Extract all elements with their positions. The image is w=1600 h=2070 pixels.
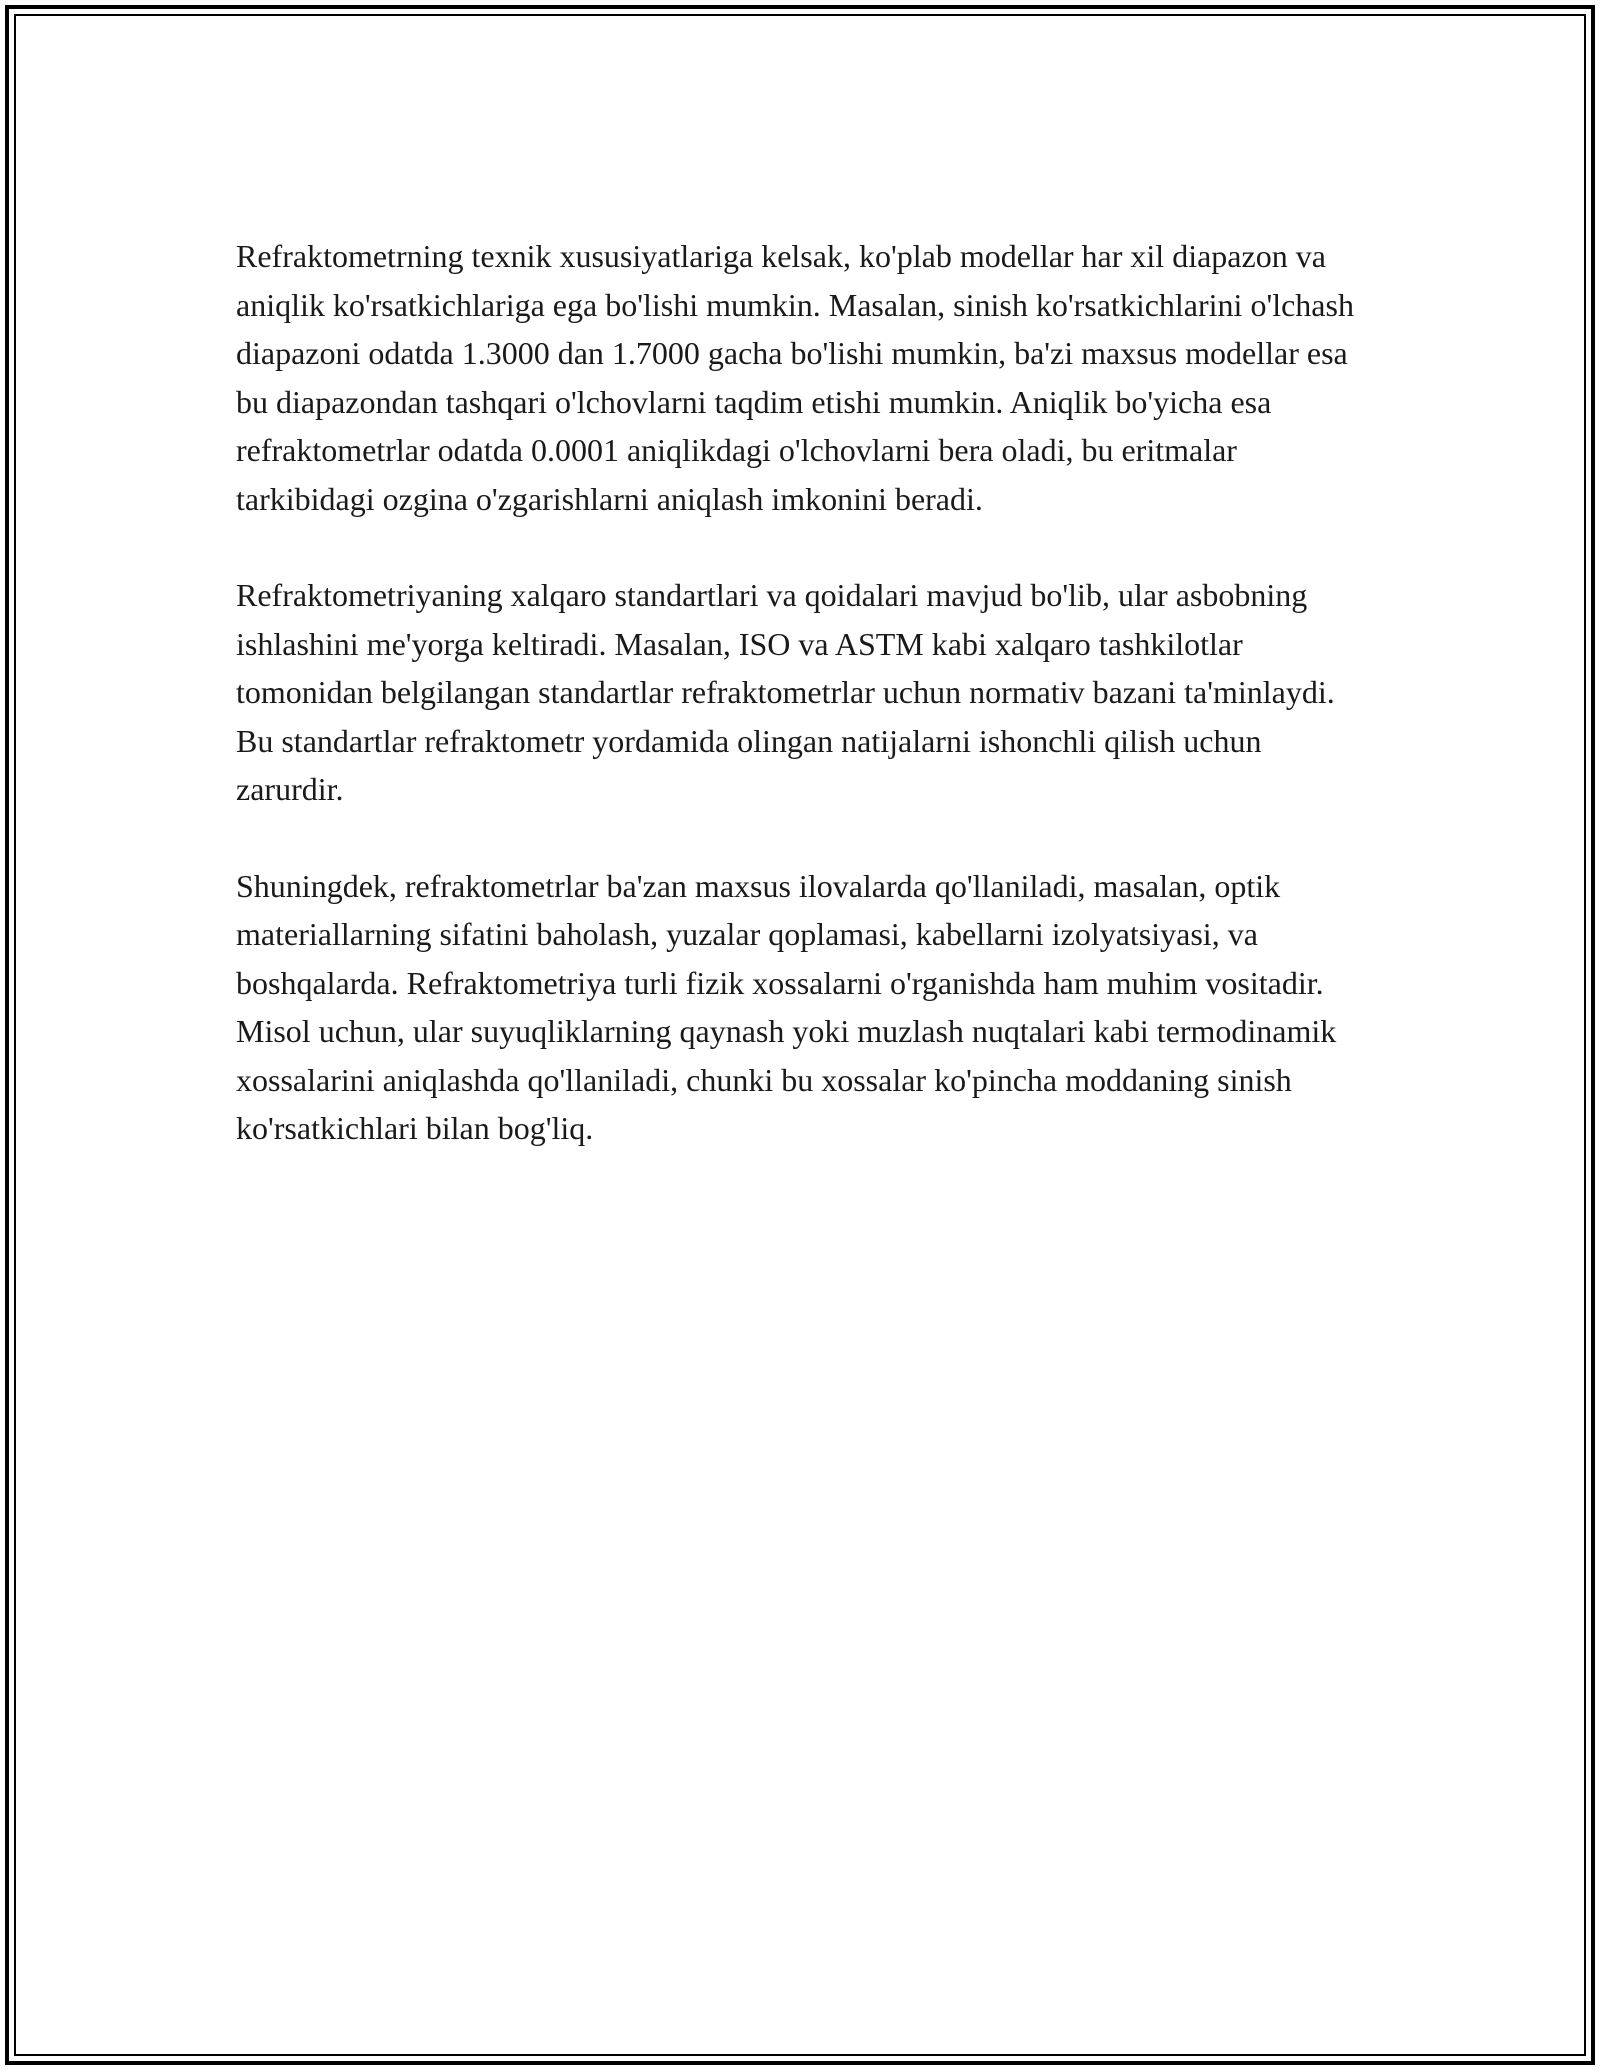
paragraph-special-applications: Shuningdek, refraktometrlar ba'zan maxsus ilovalarda qo'llaniladi, masalan, optik materiallarning sifatini baholash, yuzalar qoplamasi, kabellarni izolyatsiyasi, va boshqalarda. Refraktometriya turli fizik xossalarni o'rganishda ham muhim vositadir. Misol uchun, ular suyuqliklarning qaynash yoki muzlash nuqtalari kabi termodinamik xossalarini aniqlashda qo'llaniladi, chunki bu xossalar ko'pincha moddaning sinish ko'rsatkichlari bilan bog'liq.: [236, 867, 1337, 1146]
paragraph-technical-specs: Refraktometrning texnik xususiyatlariga kelsak, ko'plab modellar har xil diapazon va aniqlik ko'rsatkichlariga ega bo'lishi mumkin. Masalan, sinish ko'rsatkichlarini o'lchash diapazoni odatda 1.3000 dan 1.7000 gacha bo'lishi mumkin, ba'zi maxsus modellar esa bu diapazondan tashqari o'lchovlarni taqdim etishi mumkin. Aniqlik bo'yicha esa refraktometrlar odatda 0.0001 aniqlikdagi o'lchovlarni bera oladi, bu eritmalar tarkibidagi ozgina o'zgarishlarni aniqlash imkonini beradi.: [236, 238, 1354, 517]
paragraph-international-standards: Refraktometriyaning xalqaro standartlari va qoidalari mavjud bo'lib, ular asbobning ishlashini me'yorga keltiradi. Masalan, ISO va ASTM kabi xalqaro tashkilotlar tomonidan belgilangan standartlar refraktometrlar uchun normativ bazani ta'minlaydi. Bu standartlar refraktometr yordamida olingan natijalarni ishonchli qilish uchun zarurdir.: [236, 577, 1335, 807]
document-body: [236, 232, 1376, 1153]
